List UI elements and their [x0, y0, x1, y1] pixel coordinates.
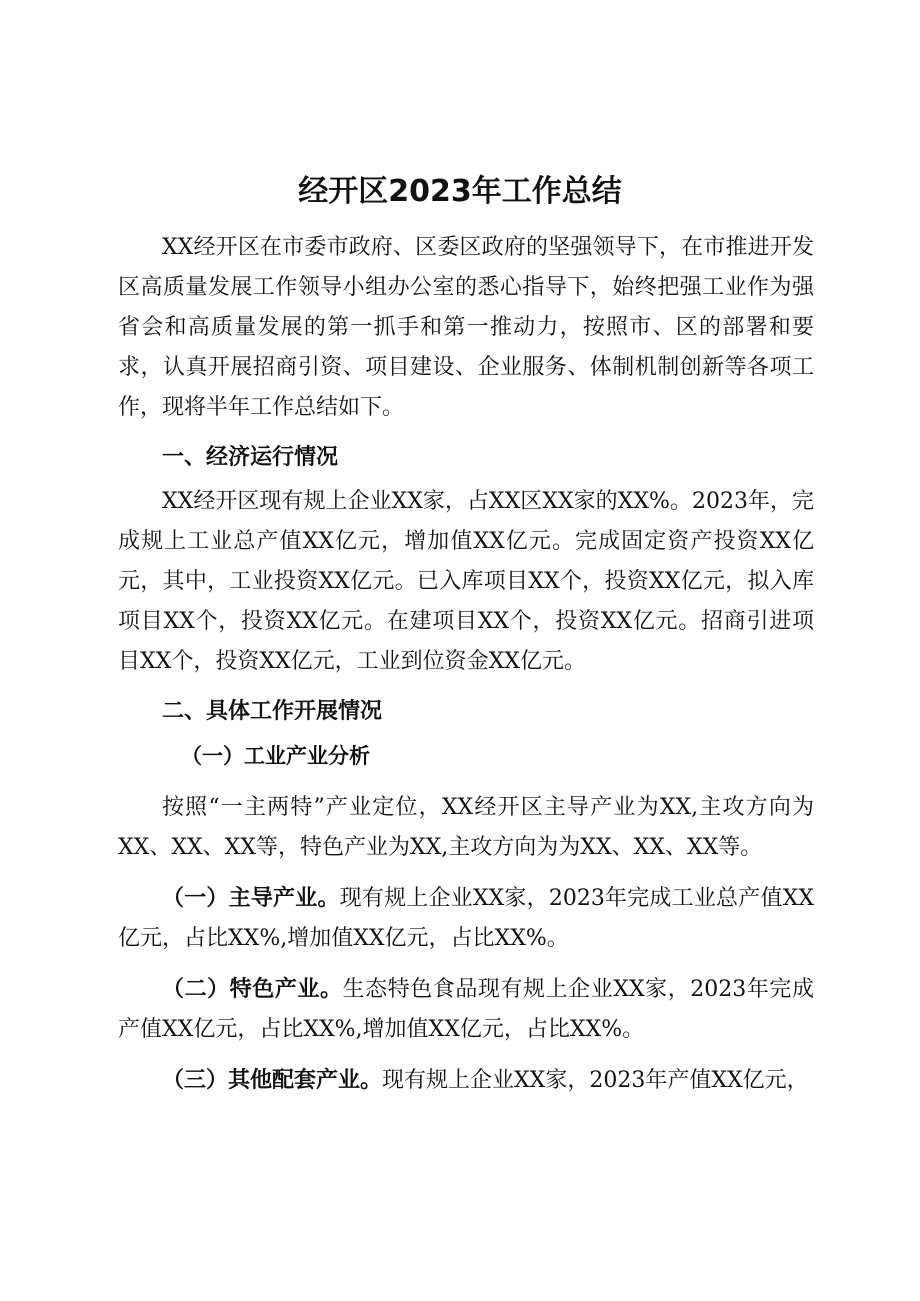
intro-paragraph: XX经开区在市委市政府、区委区政府的坚强领导下，在市推进开发区高质量发展工作领导小组办公室的悉心指导下，始终把强工业作为强省会和高质量发展的第一抓手和第一推动力，按照市、区的部署和要求，认真开展招商引资、项目建设、企业服务、体制机制创新等各项工作，现将半年工作总结如下。 [118, 235, 814, 420]
industry-paragraph: 按照“一主两特”产业定位，XX经开区主导产业为XX,主攻方向为XX、XX、XX等，特色产业为XX,主攻方向为为XX、XX、XX等。 [118, 795, 814, 860]
item-main-industry [118, 878, 814, 959]
section-heading-work: 二、具体工作开展情况 [162, 699, 383, 724]
item-text: 生态特色食品现有规上企业XX家，2023年完成产值XX亿元，占比XX%,增加值XX亿元，占比XX%。 [118, 977, 814, 1042]
item-text: 现有规上企业XX家，2023年产值XX亿元， [382, 1068, 809, 1093]
item-special-industry [118, 969, 814, 1050]
item-lead: （三）其他配套产业。 [162, 1067, 383, 1093]
section-heading-economy: 一、经济运行情况 [162, 445, 339, 470]
item-other-industry [118, 1060, 814, 1101]
item-text: 现有规上企业XX家，2023年完成工业总产值XX亿元，占比XX%,增加值XX亿元，占比XX%。 [118, 886, 814, 951]
document-title: 经开区2023年工作总结 [298, 174, 622, 209]
economy-paragraph: XX经开区现有规上企业XX家，占XX区XX家的XX%。2023年，完成规上工业总产值XX亿元，增加值XX亿元。完成固定资产投资XX亿元，其中，工业投资XX亿元。已入库项目XX个，投资XX亿元，拟入库项目XX个，投资XX亿元。在建项目XX个，投资XX亿元。招商引进项目XX个，投资XX亿元，工业到位资金XX亿元。 [118, 489, 814, 674]
item-lead: （一）主导产业。 [162, 885, 340, 911]
subheading-industry-analysis: （一）工业产业分析 [181, 743, 370, 768]
document-body [118, 228, 814, 1101]
item-lead: （二）特色产业。 [162, 976, 343, 1002]
